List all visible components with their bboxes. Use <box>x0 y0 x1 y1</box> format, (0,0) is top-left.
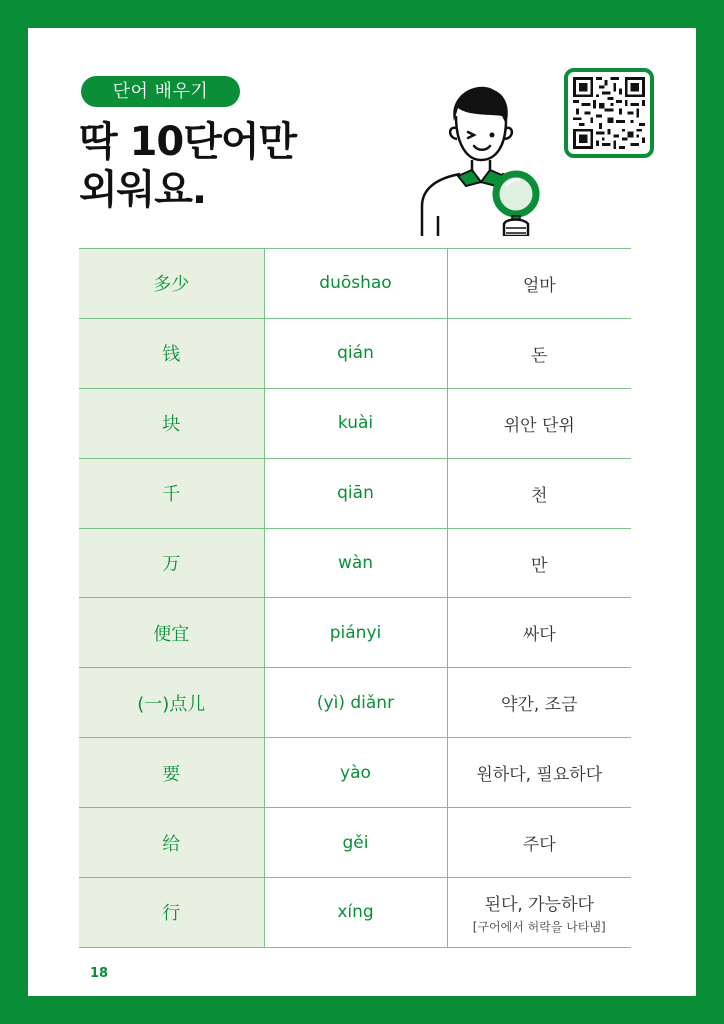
pinyin-cell: xíng <box>264 878 447 948</box>
hanzi-cell: 钱 <box>79 318 264 388</box>
pinyin-cell: qián <box>264 318 447 388</box>
pinyin-cell: qiān <box>264 458 447 528</box>
hanzi-cell: 行 <box>79 878 264 948</box>
korean-cell: 주다 <box>447 808 631 878</box>
qr-code-icon[interactable] <box>564 68 654 158</box>
table-row <box>79 878 631 948</box>
pinyin-cell: gěi <box>264 808 447 878</box>
section-badge: 단어 배우기 <box>81 76 240 107</box>
pinyin-cell: kuài <box>264 388 447 458</box>
table-row <box>79 738 631 808</box>
hanzi-cell: 千 <box>79 458 264 528</box>
page-number: 18 <box>90 966 109 981</box>
page-title <box>79 118 296 214</box>
table-row <box>79 388 631 458</box>
korean-meaning: 된다, 가능하다 <box>484 894 594 915</box>
korean-cell: 싸다 <box>447 598 631 668</box>
hanzi-cell: 要 <box>79 738 264 808</box>
table-row <box>79 528 631 598</box>
table-row <box>79 668 631 738</box>
korean-cell <box>447 878 631 948</box>
title-line-2: 외워요. <box>79 167 207 213</box>
pinyin-cell: (yì) diǎnr <box>264 668 447 738</box>
title-line-1: 딱 10단어만 <box>79 119 297 165</box>
korean-cell: 약간, 조금 <box>447 668 631 738</box>
pinyin-cell: wàn <box>264 528 447 598</box>
korean-cell: 원하다, 필요하다 <box>447 738 631 808</box>
korean-cell: 만 <box>447 528 631 598</box>
table-row <box>79 249 631 319</box>
pinyin-cell: yào <box>264 738 447 808</box>
table-row <box>79 318 631 388</box>
hanzi-cell: 多少 <box>79 249 264 319</box>
korean-cell: 위안 단위 <box>447 388 631 458</box>
hanzi-cell: 万 <box>79 528 264 598</box>
korean-cell: 돈 <box>447 318 631 388</box>
hanzi-cell: 块 <box>79 388 264 458</box>
pinyin-cell: duōshao <box>264 249 447 319</box>
hanzi-cell: (一)点儿 <box>79 668 264 738</box>
table-row <box>79 598 631 668</box>
table-row <box>79 458 631 528</box>
korean-cell: 천 <box>447 458 631 528</box>
korean-note: [구어에서 허락을 나타냄] <box>472 919 606 934</box>
vocabulary-table <box>79 248 631 948</box>
hanzi-cell: 便宜 <box>79 598 264 668</box>
table-row <box>79 808 631 878</box>
page <box>28 28 696 996</box>
hanzi-cell: 给 <box>79 808 264 878</box>
korean-cell: 얼마 <box>447 249 631 319</box>
pinyin-cell: piányi <box>264 598 447 668</box>
man-with-magnifying-glass-icon <box>416 76 546 236</box>
